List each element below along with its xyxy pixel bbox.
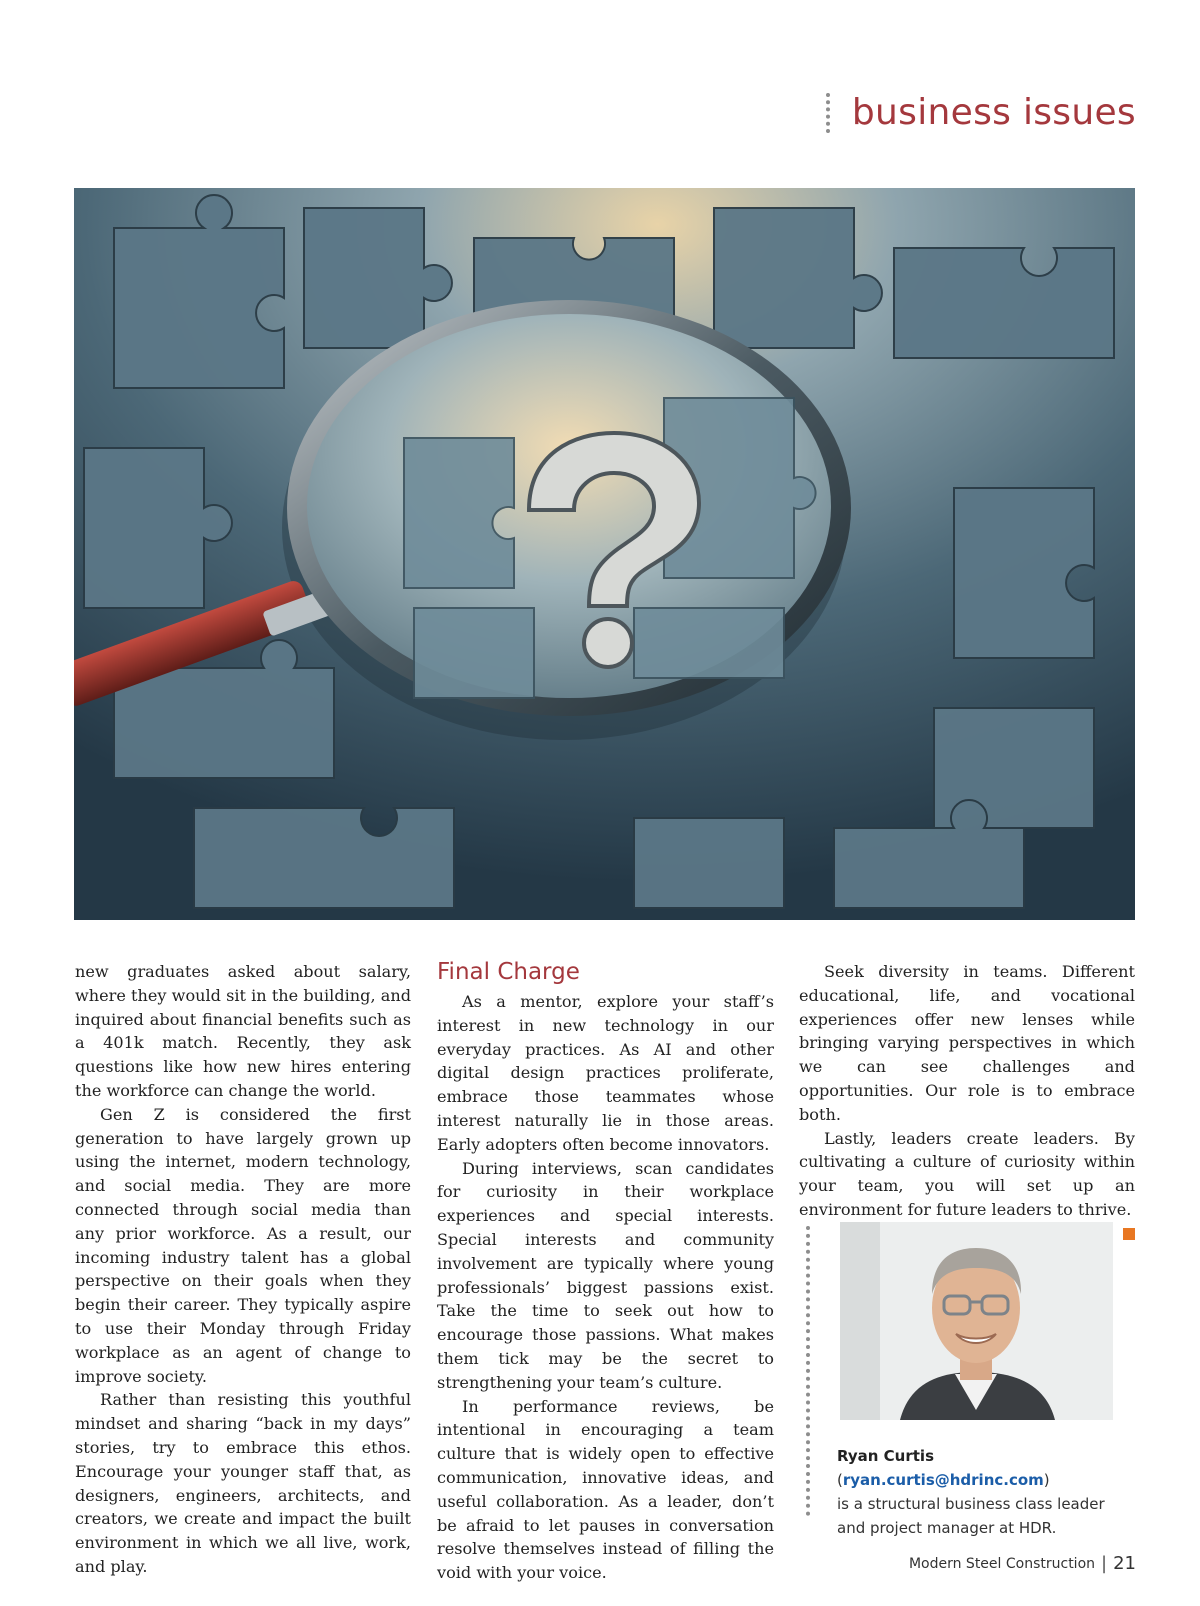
bio-name-line (837, 1444, 1137, 1492)
page-footer (909, 1553, 1136, 1574)
article-column-2 (437, 958, 774, 1585)
bio-dotted-divider (806, 1226, 810, 1516)
paragraph: As a mentor, explore your staff’s interest in new technology in our everyday practices. As AI and other digital design practices proliferate, embrace those teammates whose interest naturally lie in those areas. Early adopters often become innovators. (437, 992, 774, 1154)
bio-line-1: is a structural business class leader (837, 1495, 1105, 1513)
hero-image-magnifier-puzzle (74, 188, 1135, 920)
paren-close: ) (1043, 1471, 1050, 1489)
paragraph: Seek diversity in teams. Different educational, life, and vocational experiences offer new lenses while bringing varying perspectives in which we can see challenges and opportunities. Our role is to embrace both. (799, 962, 1135, 1124)
bio-line-2: and project manager at HDR. (837, 1519, 1057, 1537)
paragraph-last (799, 1127, 1135, 1222)
paragraph: During interviews, scan candidates for curiosity in their workplace experiences and special interests. Special interests and community involvement are typically where young professionals’ biggest passions exist. Take the time to seek out how to encourage those passions. What makes them tick may be the secret to strengthening your team’s culture. (437, 1158, 774, 1392)
dotted-divider (826, 93, 830, 133)
paragraph-text: Lastly, leaders create leaders. By cultivating a culture of curiosity within your team, you will set up an environment for future leaders to thrive. (799, 1128, 1135, 1219)
paragraph: In performance reviews, be intentional in encouraging a team culture that is widely open to effective communication, innovative ideas, and useful collaboration. As a leader, don’t be afraid to let pauses in conversation resolve themselves instead of filling the void with your voice. (437, 1396, 774, 1583)
paren-open: ( (837, 1471, 843, 1489)
author-email-link[interactable]: ryan.curtis@hdrinc.com (842, 1471, 1044, 1489)
paragraph: new graduates asked about salary, where they would sit in the building, and inquired about financial benefits such as a 401k match. Recently, they ask questions like how new hires entering the workforce can change the world. (75, 962, 411, 1100)
paragraph: Gen Z is considered the first generation to have largely grown up using the internet, modern technology, and social media. They are more connected through social media than any prior workforce. As a result, our incoming industry talent has a global perspective on their goals when they begin their career. They typically aspire to use their Monday through Friday workplace as an agent of change to improve society. (75, 1104, 411, 1386)
article-column-3 (799, 960, 1135, 1240)
footer-separator: | (1101, 1553, 1108, 1574)
section-title: business issues (851, 92, 1136, 133)
author-name: Ryan Curtis (837, 1447, 935, 1465)
author-photo (840, 1222, 1113, 1420)
paragraph: Rather than resisting this youthful mindset and sharing “back in my days” stories, try to embrace this ethos. Encourage your younger staff that, as designers, engineers, architects, and creators, we create and impact the built environment in which we all live, work, and play. (75, 1390, 411, 1576)
author-bio (837, 1444, 1137, 1540)
article-column-1 (75, 960, 411, 1579)
page-number: 21 (1113, 1553, 1136, 1574)
section-header (826, 92, 1136, 133)
section-heading-final-charge: Final Charge (437, 959, 580, 985)
publication-name: Modern Steel Construction (908, 1555, 1096, 1572)
end-of-article-mark (1123, 1228, 1135, 1240)
